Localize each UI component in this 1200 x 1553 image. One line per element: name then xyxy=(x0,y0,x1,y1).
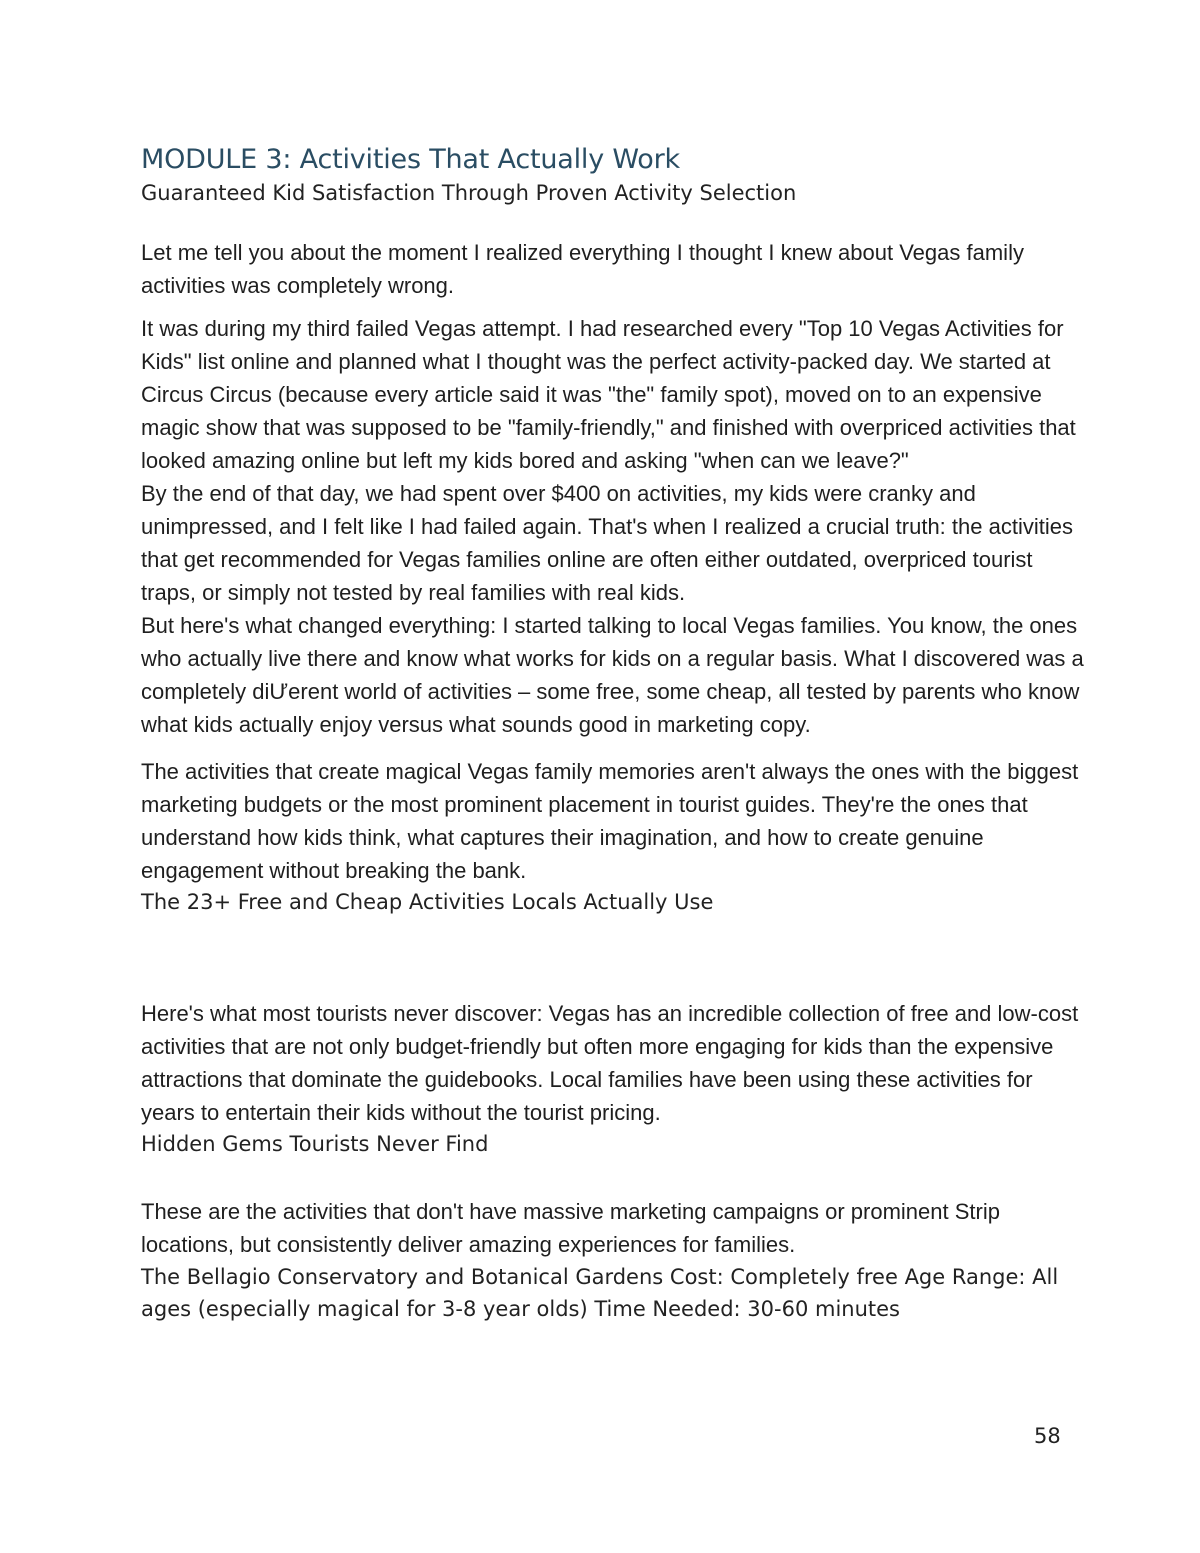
module-title: MODULE 3: Activities That Actually Work xyxy=(141,144,680,175)
page-number: 58 xyxy=(1034,1424,1061,1448)
section-heading-hidden-gems: Hidden Gems Tourists Never Find xyxy=(141,1132,489,1156)
module-subtitle: Guaranteed Kid Satisfaction Through Proven Activity Selection xyxy=(141,181,797,205)
section-spacer xyxy=(141,917,1091,997)
activity-entry-bellagio: The Bellagio Conservatory and Botanical Gardens Cost: Completely free Age Range: All ages (especially magical for 3-8 year olds) Time Needed: 30-60 minutes xyxy=(141,1265,1059,1321)
body-paragraph-5: The activities that create magical Vegas family memories aren't always the ones with the biggest marketing budgets or the most prominent placement in tourist guides. They're the ones that understand how kids think, what captures their imagination, and how to create genuine engagement without breaking the bank. xyxy=(141,759,1079,883)
body-paragraph-2: It was during my third failed Vegas attempt. I had researched every "Top 10 Vegas Activities for Kids" list online and planned what I thought was the perfect activity-packed day. We started at Circus Circus (because every article said it was "the" family spot), moved on to an expensive magic show that was supposed to be "family-friendly," and finished with overpriced activities that looked amazing online but left my kids bored and asking "when can we leave?" xyxy=(141,316,1076,473)
section-spacer xyxy=(141,1159,1091,1195)
body-paragraph-4: But here's what changed everything: I started talking to local Vegas families. You know, the ones who actually live there and know what works for kids on a regular basis. What I discovered was a completely diƯerent world of activities – some free, some cheap, all tested by parents who know what kids actually enjoy versus what sounds good in marketing copy. xyxy=(141,613,1084,737)
body-paragraph-3: By the end of that day, we had spent over $400 on activities, my kids were cranky and unimpressed, and I felt like I had failed again. That's when I realized a crucial truth: the activities that get recommended for Vegas families online are often either outdated, overpriced tourist traps, or simply not tested by real families with real kids. xyxy=(141,481,1073,605)
section-heading-free-cheap: The 23+ Free and Cheap Activities Locals Actually Use xyxy=(141,890,714,914)
section-1-paragraph: Here's what most tourists never discover: Vegas has an incredible collection of free and low-cost activities that are not only budget-friendly but often more engaging for kids than the expensive attractions that dominate the guidebooks. Local families have been using these activities for years to entertain their kids without the tourist pricing. xyxy=(141,1001,1079,1125)
document-page xyxy=(141,142,1091,1325)
body-paragraph-1: Let me tell you about the moment I realized everything I thought I knew about Vegas family activities was completely wrong. xyxy=(141,240,1024,298)
section-2-paragraph: These are the activities that don't have massive marketing campaigns or prominent Strip locations, but consistently deliver amazing experiences for families. xyxy=(141,1199,1000,1257)
